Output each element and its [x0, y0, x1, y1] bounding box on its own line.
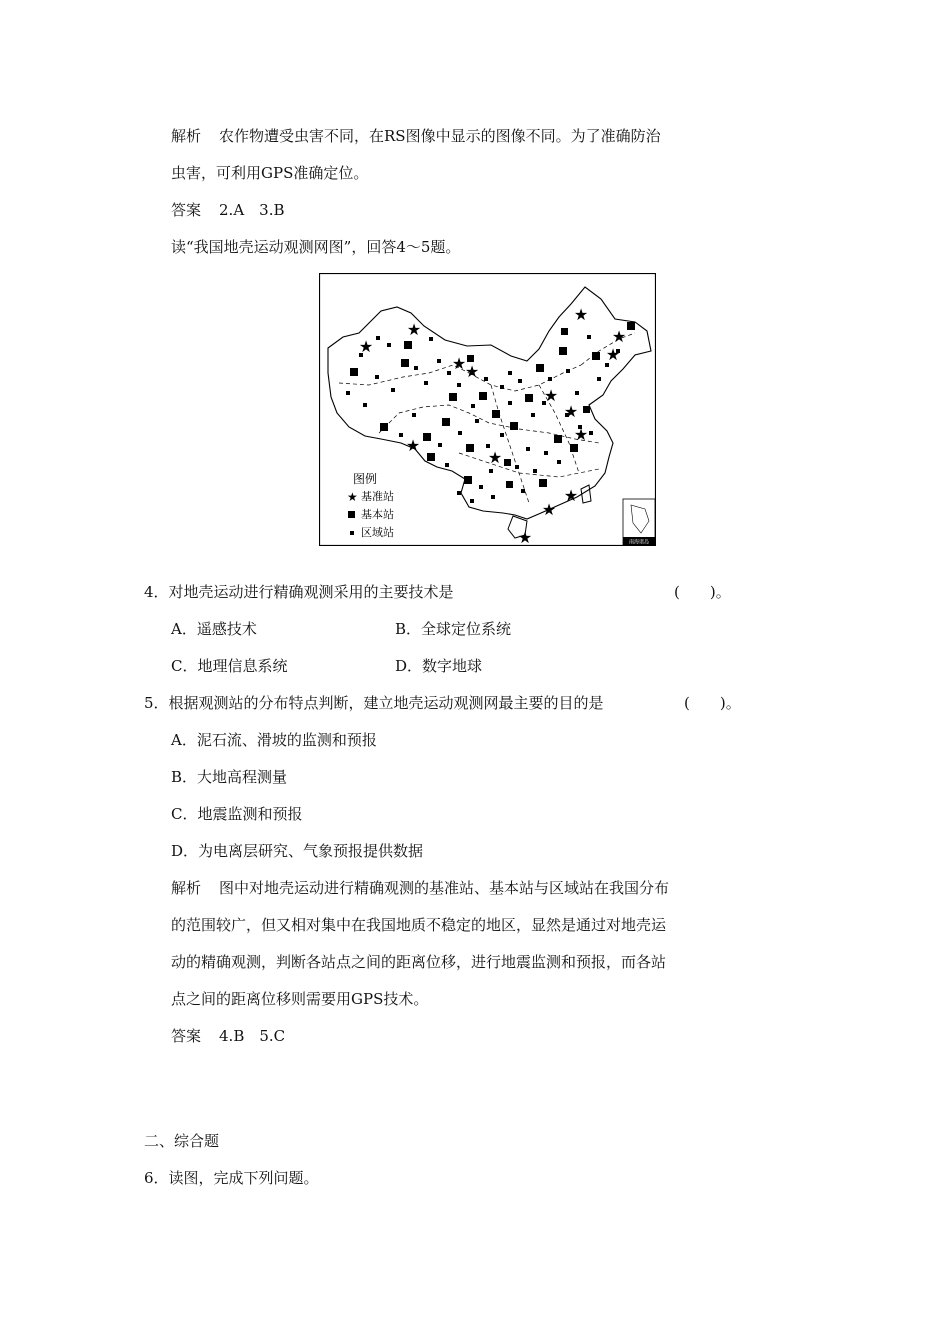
svg-text:★: ★: [487, 448, 503, 467]
prev-analysis-text-1: 农作物遭受虫害不同，在RS图像中显示的图像不同。为了准确防治: [219, 127, 661, 145]
svg-text:★: ★: [347, 490, 358, 504]
q5-option-d: D．为电离层研究、气象预报提供数据: [171, 842, 424, 860]
crustal-observation-network-map: [319, 273, 656, 546]
prev-answer-label: 答案: [171, 201, 202, 219]
analysis-label: 解析: [171, 879, 202, 897]
legend-base-station: 基准站: [361, 490, 394, 503]
svg-text:★: ★: [543, 386, 559, 405]
q5-bracket: ( )。: [684, 694, 741, 712]
q6-stem: 6．读图，完成下列问题。: [144, 1169, 319, 1187]
q5-option-a: A．泥石流、滑坡的监测和预报: [171, 731, 377, 749]
analysis-text-3: 动的精确观测，判断各站点之间的距离位移，进行地震监测和预报，而各站: [171, 953, 667, 971]
legend-title: 图例: [353, 472, 378, 486]
svg-text:★: ★: [611, 327, 627, 346]
analysis-text-4: 点之间的距离位移则需要用GPS技术。: [171, 990, 429, 1008]
svg-text:★: ★: [358, 337, 374, 356]
svg-text:★: ★: [573, 305, 589, 324]
q4-bracket: ( )。: [674, 583, 731, 601]
svg-text:★: ★: [406, 320, 422, 339]
south-china-sea-inset: [623, 499, 655, 546]
answer-text: 4.B 5.C: [219, 1027, 286, 1045]
answer: [171, 1026, 285, 1046]
answer-label: 答案: [171, 1027, 202, 1045]
svg-text:★: ★: [464, 362, 480, 381]
section-title: 二、综合题: [144, 1132, 220, 1150]
map-intro: 读“我国地壳运动观测网图”，回答4～5题。: [171, 238, 461, 256]
svg-text:★: ★: [573, 425, 589, 444]
legend-regional-station: 区域站: [361, 526, 394, 539]
q5-option-b: B．大地高程测量: [171, 768, 288, 786]
svg-text:★: ★: [405, 436, 421, 455]
svg-text:★: ★: [563, 402, 579, 421]
prev-analysis-line-1: [171, 126, 661, 146]
q5-stem: 5．根据观测站的分布特点判断，建立地壳运动观测网最主要的目的是: [144, 694, 604, 712]
prev-answer: [171, 200, 285, 220]
svg-text:★: ★: [541, 500, 557, 519]
legend-basic-station: 基本站: [361, 508, 394, 521]
prev-answer-text: 2.A 3.B: [219, 201, 285, 219]
svg-text:★: ★: [605, 345, 621, 364]
svg-text:★: ★: [563, 486, 579, 505]
analysis-text-2: 的范围较广，但又相对集中在我国地质不稳定的地区，显然是通过对地壳运: [171, 916, 667, 934]
svg-text:★: ★: [451, 354, 467, 373]
q4-option-d: D．数字地球: [395, 657, 483, 675]
prev-analysis-label: 解析: [171, 127, 202, 145]
q4-option-c: C．地理信息系统: [171, 657, 288, 675]
q4-option-a: A．遥感技术: [171, 620, 257, 638]
analysis-text-1: 图中对地壳运动进行精确观测的基准站、基本站与区域站在我国分布: [219, 879, 670, 897]
q4-stem: 4．对地壳运动进行精确观测采用的主要技术是: [144, 583, 454, 601]
prev-analysis-text-2: 虫害，可利用GPS准确定位。: [171, 164, 369, 182]
svg-text:★: ★: [517, 528, 533, 546]
inset-label: 南海诸岛: [628, 539, 650, 546]
q4-option-b: B．全球定位系统: [395, 620, 512, 638]
q5-option-c: C．地震监测和预报: [171, 805, 303, 823]
analysis-line-1: [171, 878, 669, 898]
